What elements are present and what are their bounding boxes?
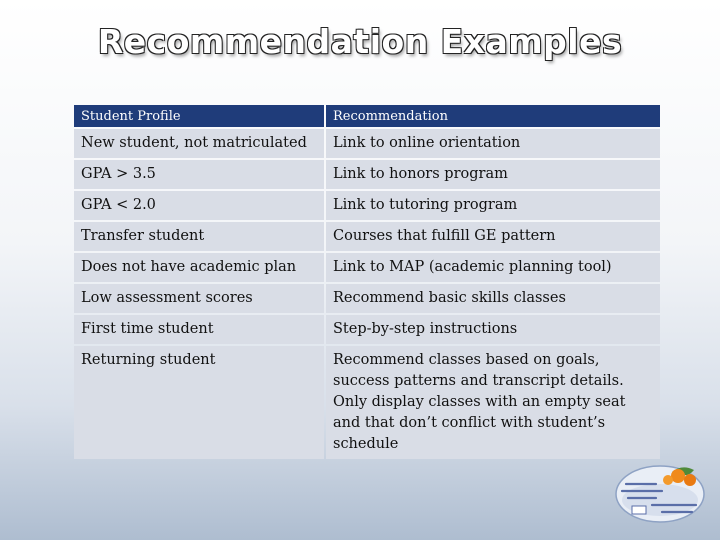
table-row	[74, 222, 660, 251]
recommendation-cell: Recommend basic skills classes	[326, 284, 660, 313]
profile-cell: First time student	[74, 315, 324, 344]
profile-cell: Transfer student	[74, 222, 324, 251]
slide-title: Recommendation Examples	[97, 22, 623, 61]
table-row	[74, 160, 660, 189]
recommendation-cell: Link to honors program	[326, 160, 660, 189]
district-logo	[612, 460, 712, 524]
profile-cell: GPA < 2.0	[74, 191, 324, 220]
profile-cell: New student, not matriculated	[74, 129, 324, 158]
table-row	[74, 253, 660, 282]
logo-fruit	[671, 469, 685, 483]
header-student-profile: Student Profile	[74, 105, 324, 127]
profile-cell: Returning student	[74, 346, 324, 459]
logo-building	[632, 506, 646, 514]
logo-fruit	[684, 474, 696, 486]
recommendation-cell: Link to tutoring program	[326, 191, 660, 220]
recommendation-cell: Recommend classes based on goals, success patterns and transcript details. Only display classes with an empty seat and that don’t conflict with student’s schedule	[326, 346, 660, 459]
table-row	[74, 129, 660, 158]
header-recommendation: Recommendation	[326, 105, 660, 127]
recommendation-cell: Step-by-step instructions	[326, 315, 660, 344]
recommendation-cell: Courses that fulfill GE pattern	[326, 222, 660, 251]
table-row	[74, 346, 660, 459]
profile-cell: Does not have academic plan	[74, 253, 324, 282]
table-row	[74, 315, 660, 344]
table-header-row	[74, 105, 660, 127]
recommendation-table	[72, 103, 662, 461]
profile-cell: GPA > 3.5	[74, 160, 324, 189]
profile-cell: Low assessment scores	[74, 284, 324, 313]
recommendation-cell: Link to MAP (academic planning tool)	[326, 253, 660, 282]
recommendation-cell: Link to online orientation	[326, 129, 660, 158]
table-row	[74, 284, 660, 313]
table-row	[74, 191, 660, 220]
logo-fruit	[663, 475, 673, 485]
